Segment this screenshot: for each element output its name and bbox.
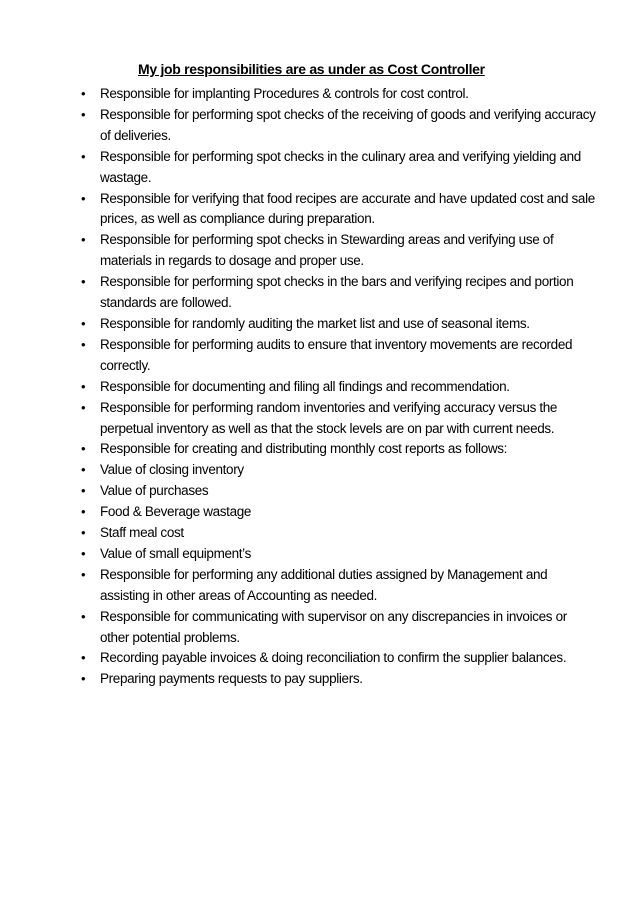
bullet-icon: • — [81, 525, 86, 541]
bullet-icon: • — [81, 336, 86, 352]
list-item-text: Responsible for performing spot checks in the culinary area and verifying yielding and wastage. — [100, 148, 581, 185]
list-item-text: Responsible for communicating with supervisor on any discrepancies in invoices or other potential problems. — [100, 608, 567, 645]
list-item — [81, 377, 596, 398]
list-item — [81, 335, 596, 377]
list-item-text: Responsible for randomly auditing the market list and use of seasonal items. — [100, 315, 530, 331]
list-item — [81, 439, 596, 460]
list-item — [81, 105, 596, 147]
list-item-text: Responsible for creating and distributing monthly cost reports as follows: — [100, 441, 508, 457]
bullet-icon: • — [81, 86, 86, 101]
bullet-icon: • — [81, 462, 86, 478]
list-item — [81, 84, 596, 105]
bullet-icon: • — [81, 566, 86, 582]
list-item-text: Responsible for performing spot checks in Stewarding areas and verifying use of materials in regards to dosage and proper use. — [100, 232, 554, 269]
list-item-text: Responsible for performing spot checks in the bars and verifying recipes and portion standards are followed. — [100, 274, 574, 311]
list-item-text: Responsible for performing audits to ensure that inventory movements are recorded correctly. — [100, 336, 573, 373]
list-item — [81, 648, 596, 669]
list-item-text: Value of small equipment’s — [100, 545, 251, 561]
bullet-icon: • — [81, 274, 86, 290]
list-item-text: Responsible for verifying that food recipes are accurate and have updated cost and sale prices, as well as compliance during preparation. — [100, 190, 595, 227]
bullet-icon: • — [81, 106, 86, 122]
bullet-icon: • — [81, 190, 86, 206]
bullet-icon: • — [81, 608, 86, 624]
list-item — [81, 230, 596, 272]
list-item-text: Value of purchases — [100, 483, 209, 499]
bullet-icon: • — [81, 148, 86, 164]
list-item — [81, 502, 596, 523]
list-item-text: Food & Beverage wastage — [100, 504, 252, 520]
list-item — [81, 314, 596, 335]
list-item — [81, 544, 596, 565]
list-item — [81, 460, 596, 481]
bullet-icon: • — [81, 441, 86, 457]
bullet-icon: • — [81, 232, 86, 248]
bullet-icon: • — [81, 483, 86, 499]
list-item-text: Preparing payments requests to pay suppliers. — [100, 671, 363, 687]
bullet-icon: • — [81, 545, 86, 561]
bullet-icon: • — [81, 378, 86, 394]
list-item-text: Responsible for implanting Procedures & controls for cost control. — [100, 86, 469, 101]
list-item — [81, 523, 596, 544]
list-item — [81, 481, 596, 502]
list-item — [81, 272, 596, 314]
list-item-text: Staff meal cost — [100, 525, 184, 541]
list-item-text: Recording payable invoices & doing reconciliation to confirm the supplier balances. — [100, 650, 567, 666]
bullet-icon: • — [81, 315, 86, 331]
list-item-text: Responsible for performing random inventories and verifying accuracy versus the perpetual inventory as well as that the stock levels are on par with current needs. — [100, 399, 558, 436]
bullet-icon: • — [81, 671, 86, 687]
list-item — [81, 398, 596, 440]
list-item — [81, 565, 596, 607]
list-item-text: Responsible for performing any additional duties assigned by Management and assisting in other areas of Accounting as needed. — [100, 566, 548, 603]
list-item-text: Responsible for performing spot checks of the receiving of goods and verifying accuracy of deliveries. — [100, 106, 596, 143]
page-title: My job responsibilities are as under as Cost Controller — [138, 61, 485, 77]
list-item — [81, 607, 596, 649]
list-item — [81, 189, 596, 231]
list-item-text: Responsible for documenting and filing all findings and recommendation. — [100, 378, 510, 394]
bullet-icon: • — [81, 504, 86, 520]
list-item — [81, 147, 596, 189]
list-item-text: Value of closing inventory — [100, 462, 244, 478]
list-item — [81, 669, 596, 690]
responsibilities-list — [81, 84, 596, 690]
bullet-icon: • — [81, 650, 86, 666]
bullet-icon: • — [81, 399, 86, 415]
